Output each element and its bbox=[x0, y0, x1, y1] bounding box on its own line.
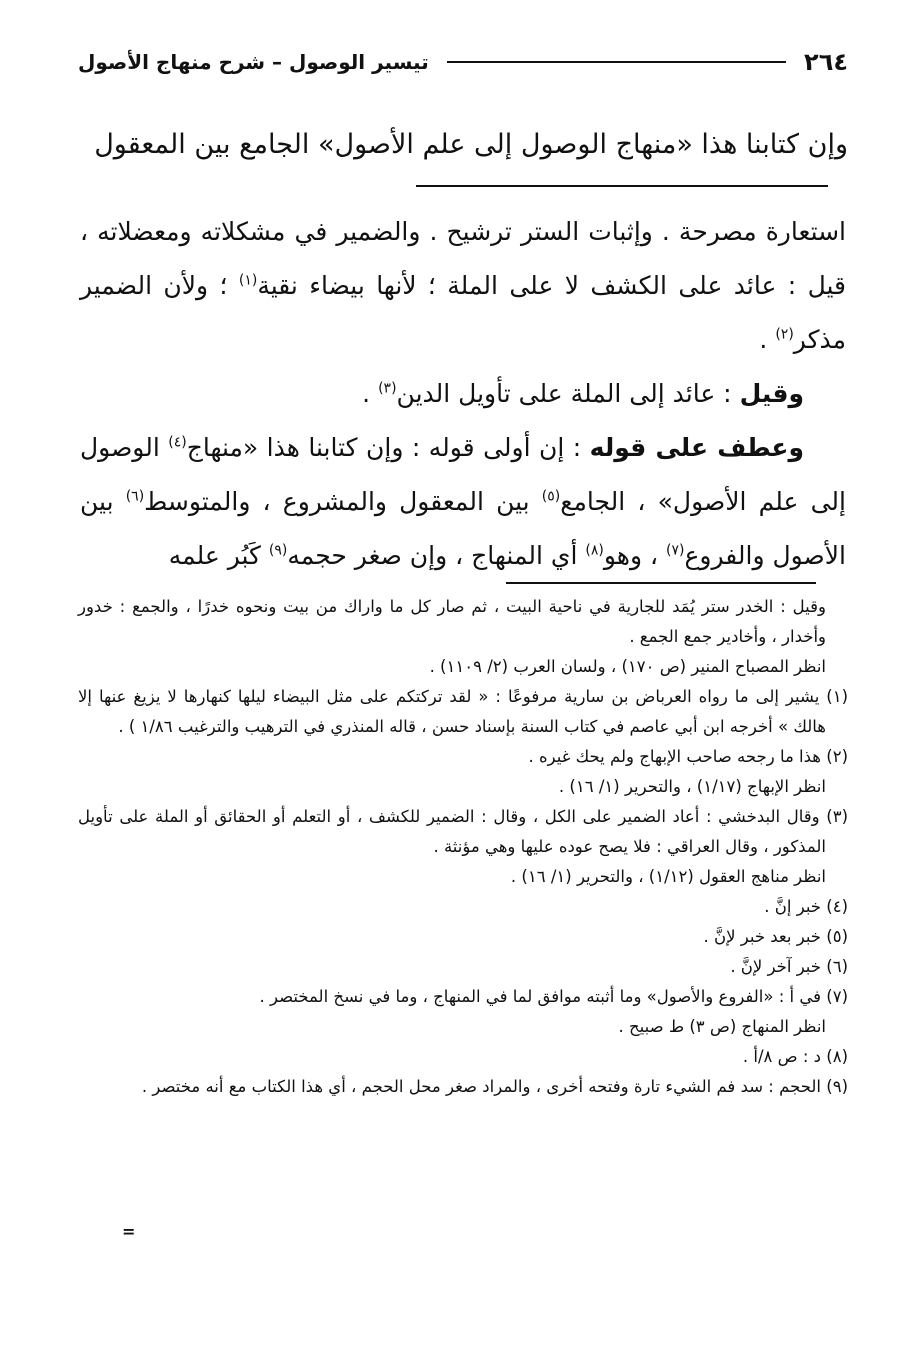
footnote-ref-6: (٦) bbox=[125, 488, 145, 505]
footnote-5: (٥) خبر بعد خبر لإنَّ . bbox=[703, 927, 848, 946]
running-title: تيسير الوصول – شرح منهاج الأصول bbox=[78, 50, 429, 74]
footnotes bbox=[78, 592, 848, 1102]
footnote-continuation: وقيل : الخدر ستر يُمَد للجارية في ناحية البيت ، ثم صار كل ما واراك من بيت ونحوه خدرًا ، والجمع : خدور وأخدار ، وأخادير جمع الجمع . bbox=[78, 597, 826, 646]
footnote-3: (٣) وقال البدخشي : أعاد الضمير على الكل ، وقال : الضمير للكشف ، أو التعلم أو الحقائق أو الملة على تأويل المذكور ، وقال العراقي : فلا يصح عوده عليها وهي مؤنثة . bbox=[78, 807, 848, 856]
header-rule bbox=[447, 61, 786, 63]
footnote-6: (٦) خبر آخر لإنَّ . bbox=[730, 957, 848, 976]
footnote-ref-2: (٢) bbox=[775, 326, 794, 343]
footnote-ref-7: (٧) bbox=[666, 542, 685, 559]
matn-text: وإن كتابنا هذا «منهاج الوصول إلى علم الأصول» الجامع بين المعقول bbox=[94, 129, 848, 160]
footnote-3-ref: انظر مناهج العقول (١/١٢) ، والتحرير (١/ ١٦) . bbox=[510, 867, 826, 886]
page-header bbox=[78, 42, 848, 82]
commentary-body bbox=[80, 205, 846, 583]
body-paragraph-1: استعارة مصرحة . وإثبات الستر ترشيح . والضمير في مشكلاته ومعضلاته ، قيل : عائد على الكشف لا على الملة ؛ لأنها بيضاء نقية$^{(١)}$ ؛ ولأن الضمير مذكر$^{(٢)}$ . bbox=[80, 217, 847, 354]
footnote-separator bbox=[506, 582, 816, 584]
page-number: ٢٦٤ bbox=[804, 48, 848, 76]
footnote-ref-8: (٨) bbox=[585, 542, 604, 559]
body-paragraph-3: وعطف على قوله : إن أولى قوله : وإن كتابنا هذا «منهاج$^{(٤)}$ الوصول إلى علم الأصول» ، الجامع$^{(٥)}$ بين المعقول والمشروع ، والمتوسط$^{(٦)}$ بين الأصول والفروع$^{(٧)}$ ، وهو$^{(٨)}$ أي المنهاج ، وإن صغر حجمه$^{(٩)}$ كَبُر علمه bbox=[80, 433, 846, 570]
footnote-9: (٩) الحجم : سد فم الشيء تارة وفتحه أخرى ، والمراد صغر محل الحجم ، أي هذا الكتاب مع أنه مختصر . bbox=[141, 1077, 848, 1096]
footnote-ref-3: (٣) bbox=[378, 380, 397, 397]
footnote-8: (٨) د : ص ٨/أ . bbox=[742, 1047, 848, 1066]
footnote-1: (١) يشير إلى ما رواه العرباض بن سارية مرفوعًا : « لقد تركتكم على مثل البيضاء ليلها كنهارها لا يزيغ عنها إلا هالك » أخرجه ابن أبي عاصم في كتاب السنة بإسناد حسن ، قاله المنذري في الترهيب والترغيب ١/٨٦ ) . bbox=[78, 687, 848, 736]
body-paragraph-2: وقيل : عائد إلى الملة على تأويل الدين$^{(٣)}$ . bbox=[362, 379, 804, 408]
lead-phrase: وعطف على قوله bbox=[589, 433, 804, 462]
footnote-2: (٢) هذا ما رجحه صاحب الإبهاج ولم يحك غيره . bbox=[528, 747, 848, 766]
footnote-ref-5: (٥) bbox=[541, 488, 561, 505]
footnote-ref-4: (٤) bbox=[168, 434, 187, 451]
matn-underline bbox=[416, 185, 828, 187]
continuation-mark: = bbox=[122, 1222, 136, 1241]
footnote-4: (٤) خبر إنَّ . bbox=[764, 897, 848, 916]
footnote-ref-1: (١) bbox=[238, 272, 258, 289]
footnote-7-ref: انظر المنهاج (ص ٣) ط صبيح . bbox=[618, 1017, 826, 1036]
footnote-2-ref: انظر الإبهاج (١/١٧) ، والتحرير (١/ ١٦) . bbox=[558, 777, 826, 796]
footnote-7: (٧) في أ : «الفروع والأصول» وما أثبته موافق لما في المنهاج ، وما في نسخ المختصر . bbox=[259, 987, 848, 1006]
footnote-continuation-ref: انظر المصباح المنير (ص ١٧٠) ، ولسان العرب (٢/ ١١٠٩) . bbox=[429, 657, 826, 676]
footnote-ref-9: (٩) bbox=[268, 542, 288, 559]
lead-word: وقيل bbox=[739, 379, 804, 408]
